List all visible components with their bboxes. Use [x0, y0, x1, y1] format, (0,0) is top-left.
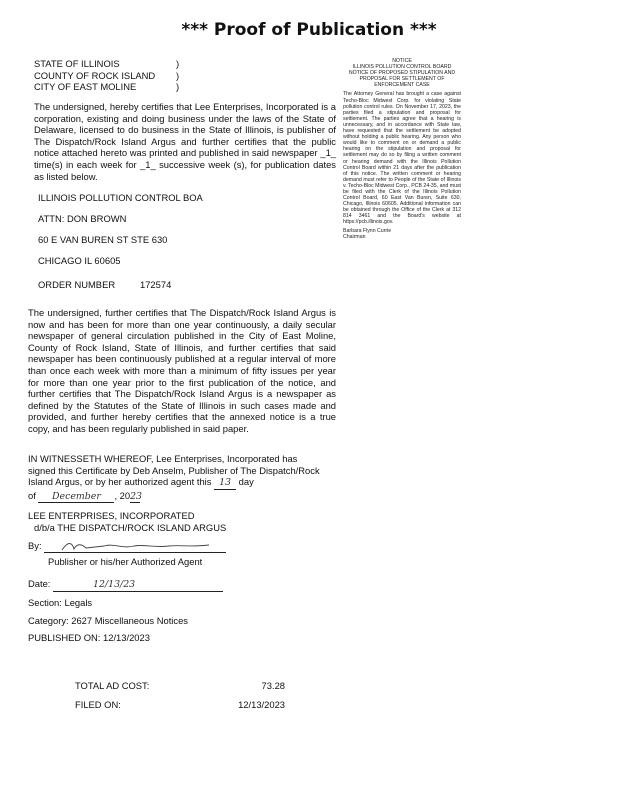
city-row — [34, 81, 334, 93]
signature-scribble-icon — [44, 540, 226, 554]
address-line-2: ATTN: DON BROWN — [38, 213, 127, 224]
notice-body: The Attorney General has brought a case against Techo-Bloc Midwest Corp. for violating State pollution control rules. On November 17, 2023, the parties filed a stipulation and proposal for settlement. The parties agree that a hearing is unnecessary, and in accordance with State law, have requested that the settlement be adopted without holding a public hearing. Any person who would like to comment on or demand a public hearing on the stipulation and proposal for settlement may do so by filing a written comment or hearing demand with the Illinois Pollution Control Board within 21 days after the publication of this notice. The written comment or hearing demand must refer to People of the State of Illinois v. Techo-Bloc Midwest Corp., PCB 24-35, and must be filed with the Clerk of the Illinois Pollution Control Board, 60 East Van Buren, Suite 630, Chicago, Illinois 60605. Additional information can be obtained through the Office of the Clerk at 312 814 3461 and the Board's website at https://pcb.illinois.gov. — [343, 91, 461, 226]
filed-on-value: 12/13/2023 — [238, 699, 285, 710]
county-row — [34, 70, 334, 82]
company-name: LEE ENTERPRISES, INCORPORATED — [28, 510, 195, 521]
public-notice-clipping — [343, 58, 461, 240]
address-block — [38, 192, 278, 276]
certification-paragraph: The undersigned, hereby certifies that Lee Enterprises, Incorporated is a corporation, existing and doing business under the laws of the State of Delaware, licensed to do business in the State of Illinois, is publisher of The Dispatch/Rock Island Argus and further certifies that the public notice attached hereto was printed and published in said newspaper _1_ time(s) in each week for _1_ successive week (s), for publication dates as listed below. — [34, 101, 336, 182]
signature-underline — [44, 540, 226, 553]
section-line: Section: Legals — [28, 597, 93, 608]
notice-heading: NOTICE — [392, 58, 412, 64]
address-line-4: CHICAGO IL 60605 — [38, 255, 121, 266]
of-word: of — [28, 489, 36, 501]
witness-block: IN WITNESSETH WHEREOF, Lee Enterprises, Incorporated has signed this Certificate by Deb Anselm, Publisher of The Dispatch/Rock Island Argus, or by her authorized agent this 13 day of December , 2023 — [28, 453, 320, 502]
city-label: CITY OF EAST MOLINE — [34, 81, 137, 93]
state-label: STATE OF ILLINOIS — [34, 58, 120, 69]
filed-on-row — [75, 699, 295, 718]
year-prefix: 20 — [119, 489, 131, 501]
bracket: ) — [176, 81, 180, 93]
witness-text: IN WITNESSETH WHEREOF, Lee Enterprises, Incorporated has signed this Certificate by Deb Anselm, Publisher of The Dispatch/Rock Island Argus, or by her authorized agent this — [28, 453, 320, 488]
notice-signer: Barbara Flynn Currie — [343, 227, 392, 234]
total-cost-label: TOTAL AD COST: — [75, 680, 150, 691]
total-cost-row — [75, 680, 295, 699]
month-value: December — [38, 491, 114, 504]
signature-caption: Publisher or his/her Authorized Agent — [48, 556, 203, 567]
signature-line — [28, 540, 258, 554]
company-block — [28, 510, 328, 533]
total-cost-value: 73.28 — [261, 680, 285, 691]
date-line — [28, 578, 228, 592]
meta-block — [28, 597, 288, 650]
order-number — [38, 279, 238, 291]
by-label: By: — [28, 540, 42, 551]
address-line-3: 60 E VAN BUREN ST STE 630 — [38, 234, 168, 245]
notice-subheading: NOTICE OF PROPOSED STIPULATION AND PROPOSAL FOR SETTLEMENT OF ENFORCEMENT CASE — [348, 70, 456, 89]
bracket: ) — [176, 69, 180, 81]
category-line: Category: 2627 Miscellaneous Notices — [28, 614, 188, 626]
date-value: 12/13/23 — [53, 579, 223, 592]
notice-signer-title: Chairman — [343, 233, 366, 240]
further-certification: The undersigned, further certifies that The Dispatch/Rock Island Argus is now and has been for more than one year continuously, a daily secular newspaper of general circulation published in the City of East Moline, County of Rock Island, State of Illinois, and further certifies that said newspaper has been continuously published at a regular interval of more than once each week with more than a minimum of fifty issues per year for more than one year prior to the first publication of the notice, and further certifies that The Dispatch/Rock Island Argus is a newspaper as defined by the Statutes of the State of Illinois in such cases made and provided, and further hereby certifies that the annexed notice is a true copy, and has been regularly published in said paper. — [28, 307, 336, 434]
totals-block — [75, 680, 295, 718]
county-label: COUNTY OF ROCK ISLAND — [34, 69, 156, 81]
address-line-1: ILLINOIS POLLUTION CONTROL BOA — [38, 192, 203, 203]
state-row — [34, 58, 334, 70]
day-word: day — [238, 476, 254, 488]
year-value: 23 — [130, 490, 143, 502]
day-value: 13 — [214, 477, 236, 490]
filed-on-label: FILED ON: — [75, 699, 121, 710]
published-line: PUBLISHED ON: 12/13/2023 — [28, 632, 150, 643]
order-label: ORDER NUMBER — [38, 279, 116, 290]
company-dba: d/b/a THE DISPATCH/ROCK ISLAND ARGUS — [34, 521, 227, 533]
bracket: ) — [176, 58, 180, 69]
page-title: *** Proof of Publication *** — [181, 20, 437, 40]
state-block — [34, 58, 334, 93]
notice-board: ILLINOIS POLLUTION CONTROL BOARD — [352, 64, 452, 71]
order-value: 172574 — [140, 279, 172, 290]
date-label: Date: — [28, 578, 51, 589]
